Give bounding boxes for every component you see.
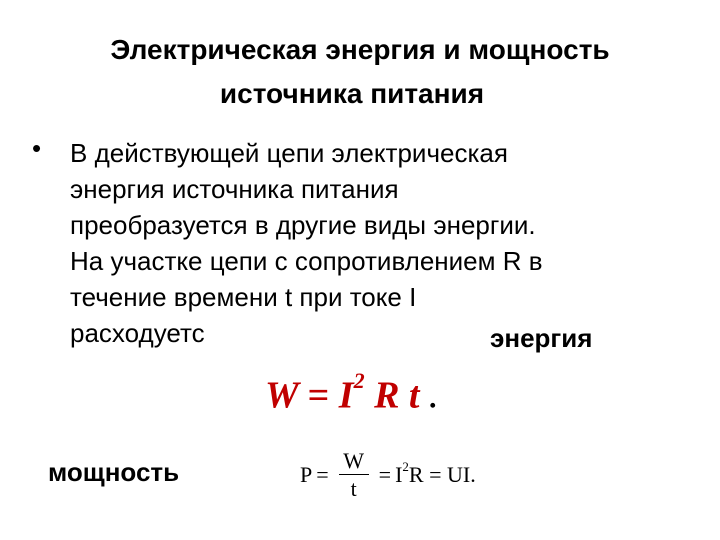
- formula-exp: 2: [353, 368, 365, 393]
- bullet-text-line: В действующей цепи электрическая: [70, 138, 508, 168]
- bullet-text-line: преобразуется в другие виды энергии.: [70, 210, 536, 240]
- formula-tail: R = UI: [408, 462, 471, 487]
- slide-title-line-1: Электрическая энергия и мощность: [110, 34, 610, 65]
- slide-title-line-2: источника питания: [219, 78, 485, 109]
- bullet-icon: •: [32, 133, 42, 163]
- overlay-cover: [234, 318, 484, 362]
- bullet-text-line: течение времени t при токе I: [70, 282, 417, 312]
- formula-dot: .: [470, 462, 476, 487]
- formula-eq: =: [316, 462, 329, 487]
- energy-formula: [265, 362, 437, 417]
- power-formula: [300, 440, 476, 510]
- energy-word: энергия: [490, 323, 593, 353]
- power-label: мощность: [48, 457, 180, 487]
- formula-w: W: [265, 374, 299, 417]
- fraction-numerator: W: [343, 447, 365, 473]
- bullet-text-line: энергия источника питания: [70, 174, 399, 204]
- formula-t: t: [408, 374, 420, 417]
- bullet-text-line: расходуетс: [70, 318, 205, 348]
- fraction-denominator: t: [350, 475, 357, 501]
- formula-i: I: [395, 462, 403, 487]
- formula-r: R: [374, 374, 400, 417]
- fraction: [339, 448, 369, 503]
- formula-exp: 2: [402, 459, 409, 474]
- formula-i: I: [338, 374, 354, 417]
- formula-eq: =: [378, 462, 392, 487]
- formula-dot: .: [428, 381, 437, 415]
- bullet-text-line: На участке цепи с сопротивлением R в: [70, 246, 543, 276]
- formula-p: P: [300, 462, 313, 487]
- formula-eq: =: [307, 374, 330, 417]
